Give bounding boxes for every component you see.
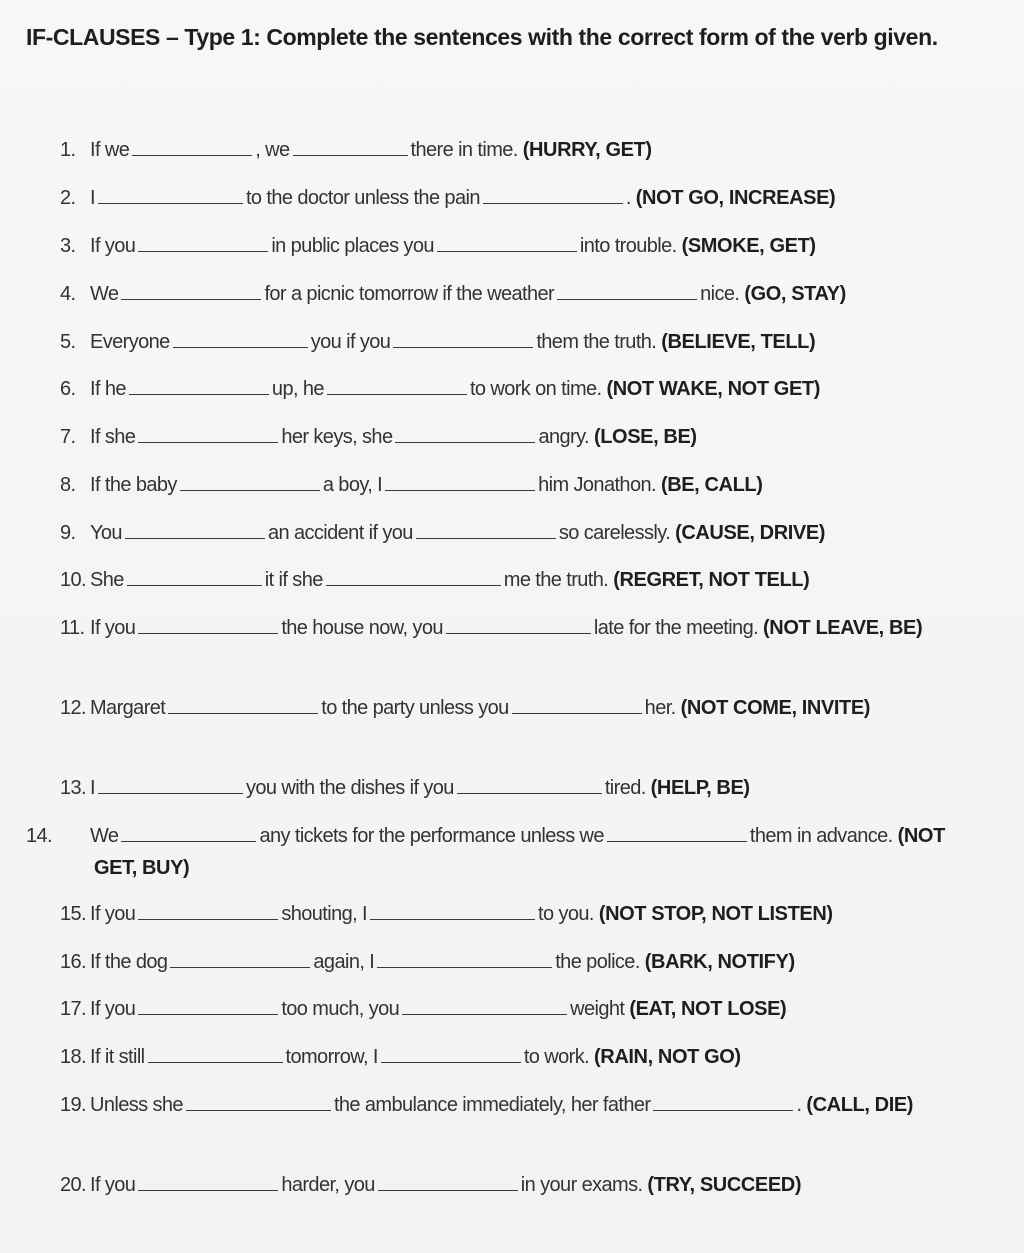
answer-blank-1[interactable] (186, 1090, 331, 1111)
verb-hint: (REGRET, NOT TELL) (613, 569, 810, 591)
question-text: , we (255, 139, 290, 161)
question-text: them in advance. (749, 825, 893, 847)
answer-blank-2[interactable] (378, 1170, 518, 1191)
answer-blank-2[interactable] (293, 135, 408, 156)
verb-hint: (BARK, NOTIFY) (644, 951, 795, 973)
question-number: 6. (60, 378, 76, 400)
answer-blank-2[interactable] (446, 613, 591, 634)
question-item (60, 612, 984, 644)
question-number: 7. (60, 426, 76, 448)
question-text: If the dog (90, 951, 168, 973)
question-number: 15. (60, 903, 87, 925)
question-text: shouting, I (281, 903, 368, 925)
question-text: If you (90, 1174, 136, 1196)
question-text: so carelessly. (558, 522, 671, 544)
verb-hint: (GO, STAY) (744, 283, 846, 305)
answer-blank-1[interactable] (98, 183, 243, 204)
question-item (60, 1041, 984, 1073)
question-item (60, 517, 984, 549)
question-number: 20. (60, 1174, 87, 1196)
verb-hint: (NOT GO, INCREASE) (635, 187, 836, 209)
question-text: You (90, 522, 122, 544)
question-item (60, 421, 984, 453)
question-text: the police. (555, 951, 640, 973)
question-item (60, 692, 984, 724)
question-text: If the baby (90, 474, 177, 496)
question-text: I (90, 187, 95, 209)
answer-blank-1[interactable] (138, 231, 268, 252)
question-text: her keys, she (281, 426, 393, 448)
answer-blank-1[interactable] (148, 1042, 283, 1063)
question-text: you if you (310, 331, 391, 353)
answer-blank-1[interactable] (180, 470, 320, 491)
answer-blank-1[interactable] (138, 899, 278, 920)
question-text: If you (90, 903, 136, 925)
question-item (60, 230, 984, 262)
answer-blank-1[interactable] (121, 821, 256, 842)
question-text: them the truth. (536, 331, 657, 353)
answer-blank-2[interactable] (370, 899, 535, 920)
question-text: If you (90, 998, 136, 1020)
answer-blank-1[interactable] (127, 565, 262, 586)
question-text: to work on time. (469, 378, 602, 400)
answer-blank-2[interactable] (385, 470, 535, 491)
verb-hint: (CAUSE, DRIVE) (675, 522, 826, 544)
answer-blank-1[interactable] (98, 773, 243, 794)
answer-blank-2[interactable] (512, 693, 642, 714)
question-text: weight (570, 998, 625, 1020)
question-text: If he (90, 378, 126, 400)
answer-blank-2[interactable] (653, 1090, 793, 1111)
question-text: If you (90, 235, 136, 257)
question-text: If it still (90, 1046, 145, 1068)
question-text: it if she (264, 569, 323, 591)
question-number: 10. (60, 569, 87, 591)
question-text: I (90, 777, 95, 799)
question-item (60, 993, 984, 1025)
answer-blank-2[interactable] (483, 183, 623, 204)
question-text: any tickets for the performance unless we (259, 825, 604, 847)
question-item (26, 820, 984, 884)
answer-blank-1[interactable] (129, 374, 269, 395)
answer-blank-1[interactable] (170, 947, 310, 968)
question-text: If you (90, 617, 136, 639)
question-number: 13. (60, 777, 87, 799)
question-number: 5. (60, 331, 76, 353)
answer-blank-1[interactable] (173, 327, 308, 348)
answer-blank-1[interactable] (121, 279, 261, 300)
question-text: a boy, I (322, 474, 383, 496)
question-item (60, 373, 984, 405)
verb-hint: (HURRY, GET) (522, 139, 652, 161)
worksheet-title: IF-CLAUSES – Type 1: Complete the sentences with the correct form of the verb given. (26, 24, 938, 50)
question-text: an accident if you (267, 522, 413, 544)
answer-blank-1[interactable] (138, 613, 278, 634)
question-number: 19. (60, 1094, 87, 1116)
verb-hint: (BELIEVE, TELL) (661, 331, 816, 353)
verb-hint: (HELP, BE) (650, 777, 750, 799)
question-text: If we (90, 139, 130, 161)
question-item (60, 898, 984, 930)
question-number: 18. (60, 1046, 87, 1068)
question-number: 1. (60, 139, 76, 161)
verb-hint: (NOT WAKE, NOT GET) (606, 378, 820, 400)
question-text: to the party unless you (321, 697, 509, 719)
question-text: We (90, 283, 119, 305)
answer-blank-2[interactable] (557, 279, 697, 300)
question-number: 3. (60, 235, 76, 257)
question-item (60, 564, 984, 596)
question-item (60, 134, 984, 166)
verb-hint: (NOT GET, BUY) (94, 825, 945, 879)
answer-blank-2[interactable] (393, 327, 533, 348)
question-text: in public places you (271, 235, 434, 257)
question-number: 16. (60, 951, 87, 973)
answer-blank-1[interactable] (138, 1170, 278, 1191)
question-text: up, he (271, 378, 324, 400)
question-text: to the doctor unless the pain (245, 187, 480, 209)
question-text: tired. (604, 777, 646, 799)
answer-blank-2[interactable] (416, 518, 556, 539)
question-text: Everyone (90, 331, 170, 353)
question-item (60, 772, 984, 804)
answer-blank-1[interactable] (125, 518, 265, 539)
question-item (60, 469, 984, 501)
question-number: 17. (60, 998, 87, 1020)
question-text: him Jonathon. (538, 474, 656, 496)
verb-hint: (LOSE, BE) (593, 426, 697, 448)
question-text: We (90, 825, 119, 847)
question-text: . (796, 1094, 802, 1116)
question-number: 9. (60, 522, 76, 544)
verb-hint: (RAIN, NOT GO) (594, 1046, 741, 1068)
question-text: Unless she (90, 1094, 183, 1116)
question-number: 4. (60, 283, 76, 305)
verb-hint: (BE, CALL) (660, 474, 763, 496)
question-text: again, I (313, 951, 375, 973)
verb-hint: (NOT COME, INVITE) (680, 697, 871, 719)
verb-hint: (EAT, NOT LOSE) (629, 998, 787, 1020)
question-text: in your exams. (520, 1174, 643, 1196)
answer-blank-2[interactable] (381, 1042, 521, 1063)
question-text: the house now, you (281, 617, 443, 639)
answer-blank-2[interactable] (457, 773, 602, 794)
question-text: too much, you (281, 998, 400, 1020)
question-text: Margaret (90, 697, 166, 719)
answer-blank-2[interactable] (377, 947, 552, 968)
answer-blank-2[interactable] (326, 565, 501, 586)
answer-blank-1[interactable] (168, 693, 318, 714)
answer-blank-1[interactable] (138, 422, 278, 443)
question-text: you with the dishes if you (245, 777, 454, 799)
question-text: to work. (523, 1046, 590, 1068)
question-text: for a picnic tomorrow if the weather (264, 283, 555, 305)
verb-hint: (NOT STOP, NOT LISTEN) (598, 903, 833, 925)
answer-blank-2[interactable] (607, 821, 747, 842)
answer-blank-1[interactable] (138, 994, 278, 1015)
question-text: nice. (700, 283, 740, 305)
answer-blank-1[interactable] (132, 135, 252, 156)
question-item (60, 1089, 984, 1121)
question-number: 11. (60, 617, 85, 639)
question-item (60, 326, 984, 358)
question-item (60, 278, 984, 310)
question-text: there in time. (410, 139, 518, 161)
question-text: the ambulance immediately, her father (333, 1094, 651, 1116)
verb-hint: (TRY, SUCCEED) (647, 1174, 802, 1196)
question-text: to you. (538, 903, 594, 925)
answer-blank-2[interactable] (395, 422, 535, 443)
answer-blank-2[interactable] (437, 231, 577, 252)
verb-hint: (CALL, DIE) (806, 1094, 914, 1116)
question-number: 2. (60, 187, 76, 209)
question-number: 12. (60, 697, 87, 719)
question-number: 8. (60, 474, 76, 496)
question-text: late for the meeting. (593, 617, 759, 639)
question-item (60, 946, 984, 978)
question-item (60, 1169, 984, 1201)
verb-hint: (SMOKE, GET) (681, 235, 816, 257)
answer-blank-2[interactable] (402, 994, 567, 1015)
question-item (60, 182, 984, 214)
question-text: angry. (538, 426, 589, 448)
question-text: into trouble. (579, 235, 677, 257)
question-text: tomorrow, I (285, 1046, 378, 1068)
question-text: her. (644, 697, 676, 719)
answer-blank-2[interactable] (327, 374, 467, 395)
question-number: 14. (26, 825, 53, 847)
question-text: me the truth. (503, 569, 609, 591)
verb-hint: (NOT LEAVE, BE) (763, 617, 923, 639)
question-text: harder, you (281, 1174, 375, 1196)
question-text: She (90, 569, 124, 591)
question-text: If she (90, 426, 136, 448)
question-text: . (625, 187, 631, 209)
